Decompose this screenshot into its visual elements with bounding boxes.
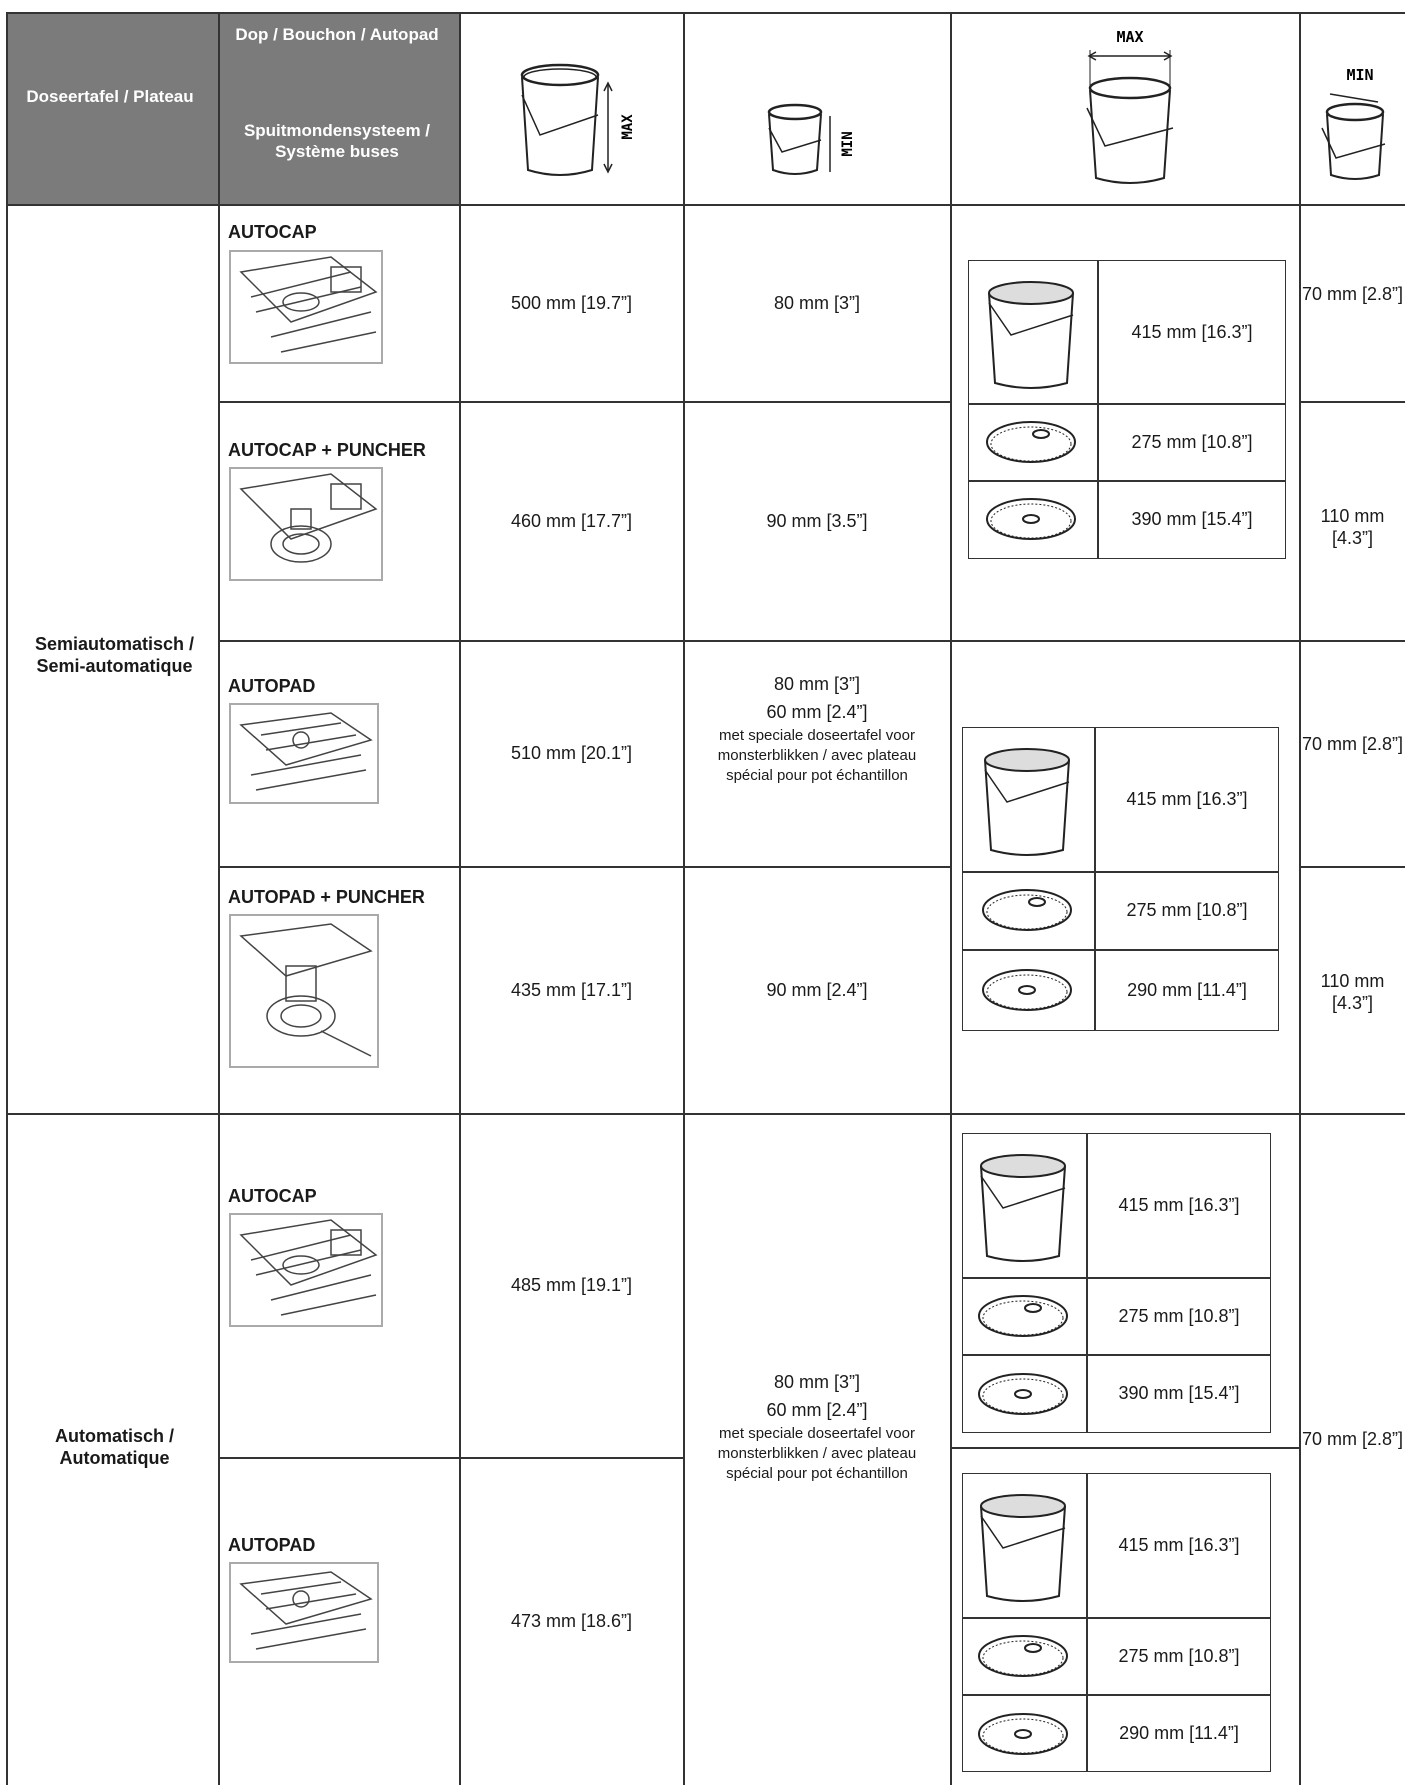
header-col2-line2: Spuitmondensysteem / Système buses: [243, 121, 431, 161]
min-height-autopad-b: 60 mm [2.4”]: [766, 702, 868, 722]
lid-center-hole-icon: [973, 1706, 1073, 1762]
bucket-icon: [973, 1148, 1073, 1266]
autocap-auto-image: [229, 1213, 383, 1327]
row-name-autopad: AUTOPAD: [228, 676, 316, 696]
max-height-autopad-auto: 473 mm [18.6”]: [510, 1611, 633, 1631]
min-diameter-row1: 70 mm [2.8”]: [1301, 284, 1404, 304]
lid-center-hole-icon: [981, 491, 1081, 547]
row-name-autocap-auto: AUTOCAP: [228, 1186, 317, 1206]
min-diameter-label: MIN: [1346, 66, 1374, 84]
min-diameter-row3: 70 mm [2.8”]: [1301, 734, 1404, 754]
min-diameter-auto: 70 mm [2.8”]: [1301, 1429, 1404, 1449]
grid-line: [6, 12, 8, 1785]
max-diameter-subtable-4: [962, 1473, 1271, 1772]
min-height-autopad-puncher: 90 mm [2.4”]: [766, 979, 868, 1000]
grid-line: [1299, 12, 1301, 1785]
autopad-puncher-image: [229, 914, 379, 1068]
row-name-autocap: AUTOCAP: [228, 222, 317, 242]
subtable-2-bucket-value: 415 mm [16.3”]: [1126, 789, 1248, 809]
grid-line: [1299, 866, 1405, 868]
lid-center-hole-icon: [973, 1366, 1073, 1422]
autopad-image: [229, 703, 379, 804]
grid-line: [950, 12, 952, 1785]
group-label-auto: Automatisch / Automatique: [54, 1426, 174, 1468]
bucket-icon: [977, 742, 1077, 860]
min-height-auto-a: 80 mm [3”]: [773, 1372, 861, 1392]
header-col2-line1: Dop / Bouchon / Autopad: [235, 25, 439, 44]
min-height-auto-b: 60 mm [2.4”]: [766, 1400, 868, 1420]
grid-line: [6, 12, 1405, 14]
autocap-image: [229, 250, 383, 364]
bucket-icon: [981, 275, 1081, 393]
min-diameter-row4: 110 mm [4.3”]: [1320, 971, 1385, 1013]
header-col1: Doseertafel / Plateau: [26, 87, 194, 106]
subtable-1-lid-b-value: 390 mm [15.4”]: [1131, 509, 1253, 529]
row-name-autopad-puncher: AUTOPAD + PUNCHER: [228, 887, 425, 907]
max-height-autopad: 510 mm [20.1”]: [510, 743, 633, 763]
subtable-2-lid-a-value: 275 mm [10.8”]: [1126, 900, 1248, 920]
min-height-auto-block: [684, 1368, 950, 1484]
min-height-auto-note: met speciale doseertafel voor monsterblikken / avec plateau spécial pour pot échantillon: [717, 1425, 917, 1482]
subtable-4-lid-b-value: 290 mm [11.4”]: [1119, 1722, 1239, 1743]
subtable-4-bucket-value: 415 mm [16.3”]: [1118, 1535, 1240, 1555]
subtable-2-lid-b-value: 290 mm [11.4”]: [1127, 979, 1247, 1000]
max-height-autocap: 500 mm [19.7”]: [510, 292, 633, 313]
group-label-semi: Semiautomatisch / Semi-automatique: [34, 634, 195, 676]
autocap-puncher-image: [229, 467, 383, 581]
lid-small-hole-icon: [981, 416, 1081, 468]
autopad-auto-image: [229, 1562, 379, 1663]
max-height-autopad-puncher: 435 mm [17.1”]: [510, 979, 633, 1000]
max-height-label: MAX: [620, 114, 636, 140]
subtable-3-bucket-value: 415 mm [16.3”]: [1118, 1195, 1240, 1215]
min-height-autopad-block: [684, 670, 950, 786]
bucket-min-height-icon: [760, 100, 870, 185]
row-name-autopad-auto: AUTOPAD: [228, 1535, 316, 1555]
min-height-autopad-note: met speciale doseertafel voor monsterblikken / avec plateau spécial pour pot échantillon: [717, 727, 917, 784]
subtable-3-lid-b-value: 390 mm [15.4”]: [1118, 1383, 1240, 1403]
subtable-1-bucket-value: 415 mm [16.3”]: [1131, 321, 1253, 342]
max-diameter-subtable-3: [962, 1133, 1271, 1433]
bucket-max-diameter-icon: [1065, 18, 1195, 188]
bucket-max-height-icon: [510, 55, 650, 185]
bucket-icon: [973, 1488, 1073, 1606]
grid-line: [218, 640, 1405, 642]
lid-center-hole-icon: [977, 962, 1077, 1018]
max-height-autocap-puncher: 460 mm [17.7”]: [510, 510, 633, 531]
row-name-autocap-puncher: AUTOCAP + PUNCHER: [228, 440, 426, 460]
subtable-3-lid-a-value: 275 mm [10.8”]: [1118, 1305, 1240, 1326]
grid-line: [950, 1447, 1299, 1449]
subtable-1-lid-a-value: 275 mm [10.8”]: [1131, 431, 1253, 452]
grid-line: [218, 12, 220, 1785]
max-height-autocap-auto: 485 mm [19.1”]: [510, 1275, 633, 1295]
max-diameter-subtable-1: [968, 260, 1286, 559]
grid-line: [6, 1113, 1405, 1115]
grid-line: [1299, 401, 1405, 403]
min-height-autopad-a: 80 mm [3”]: [773, 674, 861, 694]
lid-small-hole-icon: [973, 1290, 1073, 1342]
lid-small-hole-icon: [977, 884, 1077, 936]
min-height-autocap: 80 mm [3”]: [773, 292, 861, 313]
bucket-min-diameter-icon: [1310, 60, 1400, 185]
max-diameter-subtable-2: [962, 727, 1279, 1031]
min-height-autocap-puncher: 90 mm [3.5”]: [766, 510, 868, 531]
min-diameter-row2: 110 mm [4.3”]: [1320, 506, 1385, 548]
min-height-label: MIN: [840, 131, 856, 157]
subtable-4-lid-a-value: 275 mm [10.8”]: [1118, 1645, 1240, 1666]
lid-small-hole-icon: [973, 1630, 1073, 1682]
max-diameter-label: MAX: [1116, 28, 1144, 46]
